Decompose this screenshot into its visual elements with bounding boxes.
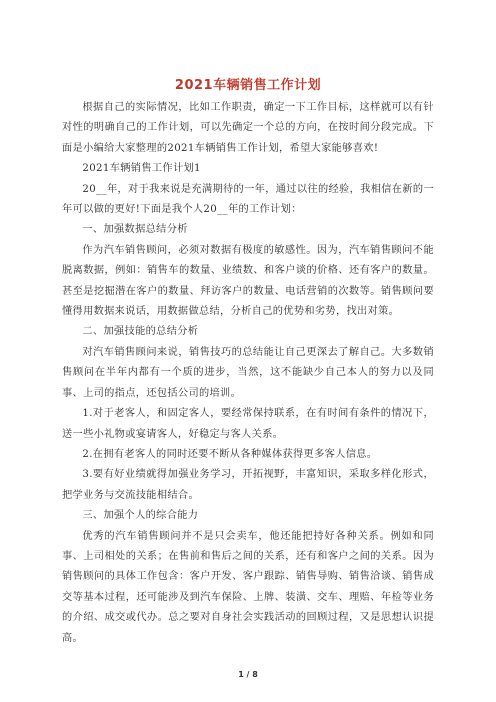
body-paragraph: 优秀的汽车销售顾问并不是只会卖车，他还能把持好各种关系。例如和同事、上司相处的关系；在售前和售后之间的关系，还有和客户之间的关系。因为销售顾问的具体工作包含：客户开发、客户跟踪、销售导购、销售洽谈、销售成交等基本过程，还可能涉及到汽车保险、上牌、装潢、交车、理赔、年检等业务的介绍、成交或代办。总之要对自身社会实践活动的回顾过程，又是思想认识提高。 bbox=[62, 530, 434, 644]
body-paragraph: 对汽车销售顾问来说，销售技巧的总结能让自己更深去了解自己。大多数销售顾问在半年内都有一个质的进步，当然，这不能缺少自己本人的努力以及同事、上司的指点，还包括公司的培训。 bbox=[62, 346, 434, 399]
list-item: 3.要有好业绩就得加强业务学习，开拓视野，丰富知识，采取多样化形式，把学业务与交流技能相结合。 bbox=[62, 469, 434, 501]
plan-subtitle: 2021车辆销售工作计划1 bbox=[82, 163, 201, 175]
list-item: 2.在拥有老客人的同时还要不断从各种媒体获得更多客人信息。 bbox=[82, 448, 378, 460]
section-heading-3: 三、加强个人的综合能力 bbox=[82, 510, 199, 522]
page-indicator: 1 / 8 bbox=[238, 670, 258, 679]
section-heading-1: 一、加强数据总结分析 bbox=[82, 224, 188, 236]
intro-paragraph: 根据自己的实际情况，比如工作职责，确定一下工作目标，这样就可以有针对性的明确自己的工作计划，可以先确定一个总的方向，在按时间分段完成。下面是小编给大家整理的2021车辆销售工作计划，希望大家能够喜欢! bbox=[62, 102, 434, 154]
document-title: 2021车辆销售工作计划 bbox=[174, 78, 322, 93]
list-item: 1.对于老客人，和固定客人，要经常保持联系，在有时间有条件的情况下，送一些小礼物或宴请客人，好稳定与客人关系。 bbox=[62, 408, 434, 440]
document-body bbox=[62, 98, 434, 649]
section-heading-2: 二、加强技能的总结分析 bbox=[82, 326, 199, 338]
body-paragraph: 作为汽车销售顾问，必须对数据有极度的敏感性。因为，汽车销售顾问不能脱离数据，例如：销售车的数量、业绩数、和客户谈的价格、还有客户的数量。甚至是挖掘潜在客户的数量、拜访客户的数量、电话营销的次数等。销售顾问要懂得用数据来说话，用数据做总结，分析自己的优势和劣势，找出对策。 bbox=[62, 244, 434, 318]
body-paragraph: 20__年，对于我来说是充满期待的一年，通过以往的经验，我相信在新的一年可以做的更好!下面是我个人20__年的工作计划： bbox=[62, 183, 434, 216]
